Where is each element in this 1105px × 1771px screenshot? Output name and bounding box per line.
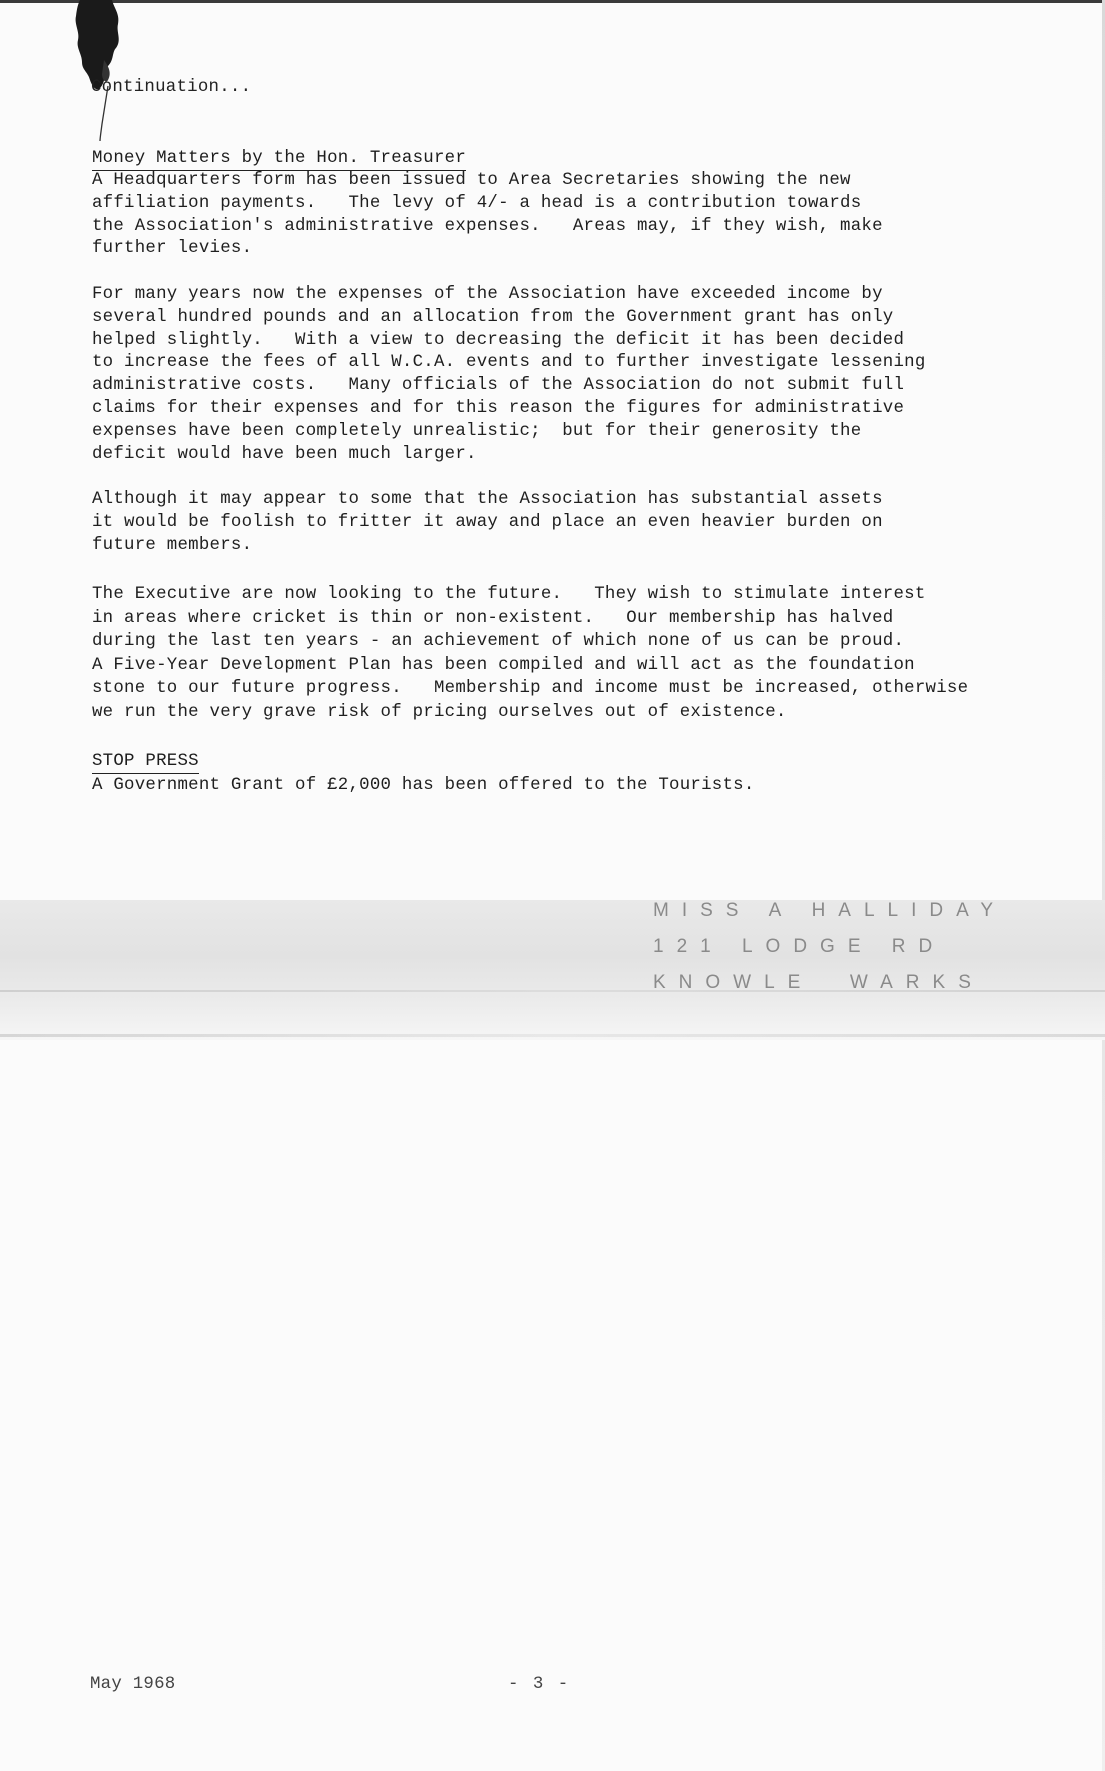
paragraph-assets: Although it may appear to some that the Association has substantial assets it would be foolish to fritter it away and place an even heavier burden on future members. — [92, 490, 883, 555]
paragraph-executive: The Executive are now looking to the future. They wish to stimulate interest in areas where cricket is thin or non-existent. Our membership has halved during the last ten years - an achievement of which none of us can be proud. A Five-Year Development Plan has been compiled and will act as the foundation stone to our future progress. Membership and income must be increased, otherwise we run the very grave risk of pricing ourselves out of existence. — [92, 585, 969, 722]
continuation-label: Continuation... — [91, 78, 252, 97]
address-line-town: KNOWLE WARKS — [653, 972, 984, 993]
stop-press-text: A Government Grant of £2,000 has been offered to the Tourists. — [92, 776, 755, 795]
stop-press-heading: STOP PRESS — [92, 752, 199, 774]
footer-date: May 1968 — [90, 1675, 176, 1694]
page-number: - 3 - — [508, 1675, 571, 1694]
paper-fold-line-lower — [0, 1034, 1105, 1037]
section-heading-money-matters: Money Matters by the Hon. Treasurer — [92, 149, 466, 171]
paragraph-affiliation: A Headquarters form has been issued to Area Secretaries showing the new affiliation payments. The levy of 4/- a head is a contribution towards the Association's administrative expenses. Areas may, if they wish, make further levies. — [92, 171, 883, 259]
page-top-edge — [0, 0, 1105, 3]
address-line-name: MISS A HALLIDAY — [653, 900, 1007, 921]
paragraph-expenses: For many years now the expenses of the Association have exceeded income by several hundred pounds and an allocation from the Government grant has only helped slightly. With a view to decreasing the deficit it has been decided to increase the fees of all W.C.A. events and to further investigate lessening administrative costs. Many officials of the Association do not submit full claims for their expenses and for this reason the figures for administrative expenses have been completely unrealistic; but for their generosity the deficit would have been much larger. — [92, 285, 926, 464]
address-line-street: 121 LODGE RD — [653, 936, 946, 957]
